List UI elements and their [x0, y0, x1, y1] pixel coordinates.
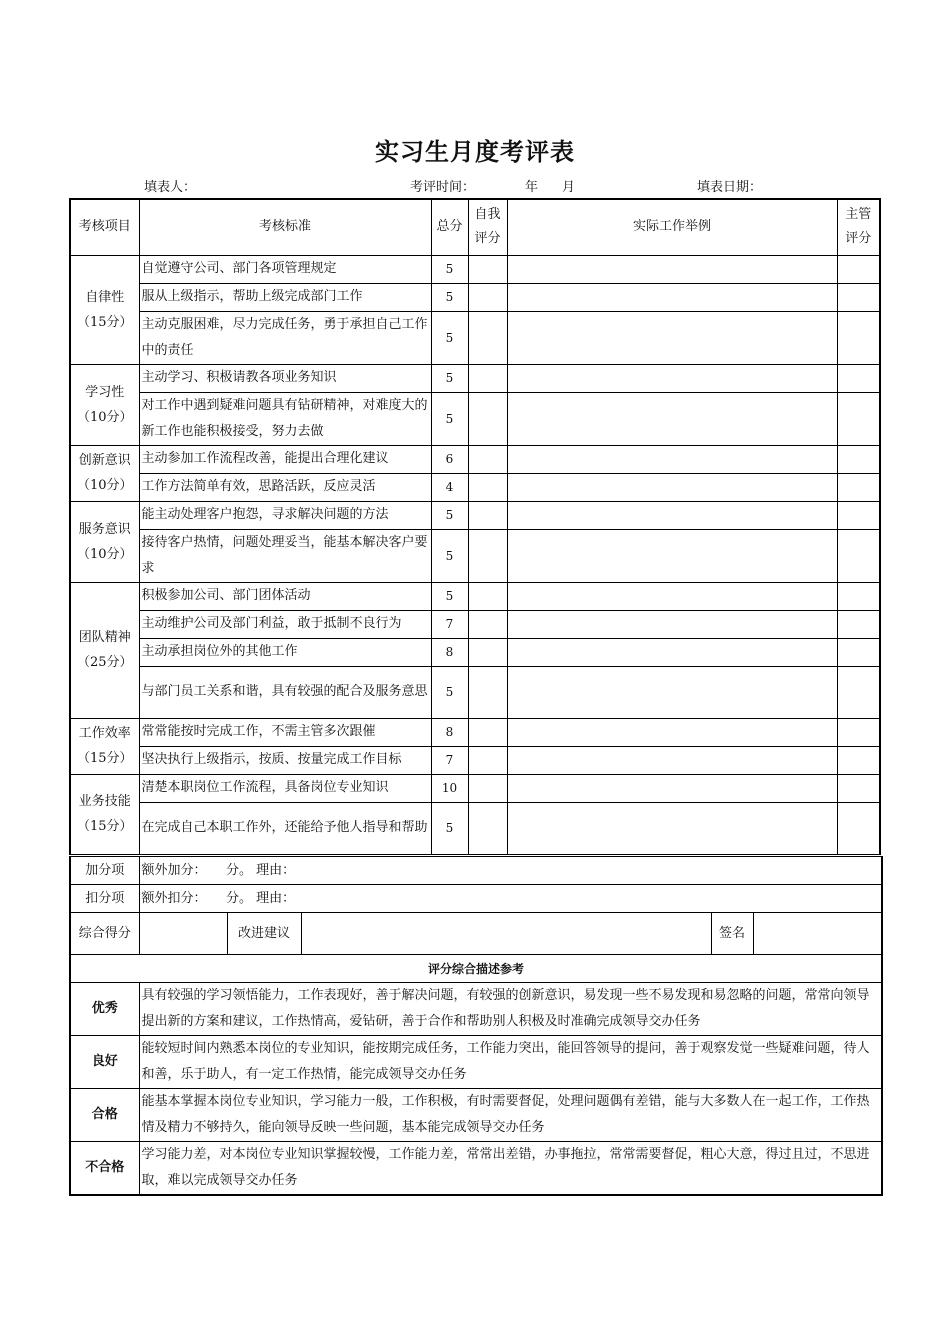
- category-name: 业务技能: [78, 794, 131, 809]
- criteria-row: [70, 445, 880, 473]
- example-field[interactable]: [507, 255, 837, 283]
- example-field[interactable]: [507, 311, 837, 364]
- criteria-row: [70, 473, 880, 501]
- reference-description: 能基本掌握本岗位专业知识，学习能力一般，工作积极，有时需要督促，处理问题偶有差错，能与大多数人在一起工作，工作热情及精力不够持久，能向领导反映一些问题，基本能完成领导交办任务: [139, 1089, 882, 1142]
- criteria-score: 5: [431, 392, 468, 445]
- supervisor-eval-field[interactable]: [837, 610, 880, 638]
- page-title: 实习生月度考评表: [375, 138, 575, 166]
- category-cell: [70, 718, 139, 774]
- criteria-text: 主动参加工作流程改善，能提出合理化建议: [139, 445, 431, 473]
- sign-field[interactable]: [753, 913, 882, 955]
- supervisor-eval-field[interactable]: [837, 529, 880, 582]
- criteria-row: [70, 774, 880, 802]
- criteria-score: 5: [431, 283, 468, 311]
- criteria-row: [70, 638, 880, 666]
- criteria-row: [70, 283, 880, 311]
- category-points: （15分）: [76, 314, 133, 330]
- self-eval-field[interactable]: [468, 255, 507, 283]
- self-eval-field[interactable]: [468, 311, 507, 364]
- criteria-row: [70, 718, 880, 746]
- example-field[interactable]: [507, 666, 837, 718]
- criteria-row: [70, 746, 880, 774]
- criteria-text: 积极参加公司、部门团体活动: [139, 582, 431, 610]
- self-eval-field[interactable]: [468, 283, 507, 311]
- example-field[interactable]: [507, 718, 837, 746]
- advice-label: 改进建议: [227, 913, 301, 955]
- self-eval-field[interactable]: [468, 364, 507, 392]
- header-self-eval-line1: 自我: [474, 207, 501, 223]
- reference-level: 优秀: [70, 983, 139, 1036]
- overall-score-label: 综合得分: [70, 913, 139, 955]
- header-supervisor-eval-line1: 主管: [845, 207, 872, 223]
- reference-level: 不合格: [70, 1142, 139, 1196]
- self-eval-field[interactable]: [468, 718, 507, 746]
- criteria-text: 清楚本职岗位工作流程，具备岗位专业知识: [139, 774, 431, 802]
- criteria-row: [70, 501, 880, 529]
- supervisor-eval-field[interactable]: [837, 445, 880, 473]
- category-points: （15分）: [76, 751, 133, 766]
- header-standard: 考核标准: [139, 199, 431, 255]
- example-field[interactable]: [507, 473, 837, 501]
- criteria-text: 能主动处理客户抱怨，寻求解决问题的方法: [139, 501, 431, 529]
- reference-row: [70, 1036, 882, 1089]
- criteria-row: [70, 529, 880, 582]
- example-field[interactable]: [507, 364, 837, 392]
- supervisor-eval-field[interactable]: [837, 255, 880, 283]
- header-self-eval-line2: 评分: [474, 231, 501, 247]
- category-cell: [70, 255, 139, 364]
- criteria-score: 7: [431, 746, 468, 774]
- supervisor-eval-field[interactable]: [837, 311, 880, 364]
- advice-field[interactable]: [301, 913, 711, 955]
- criteria-score: 8: [431, 638, 468, 666]
- example-field[interactable]: [507, 582, 837, 610]
- reference-heading: 评分综合描述参考: [70, 955, 882, 983]
- supervisor-eval-field[interactable]: [837, 392, 880, 445]
- supervisor-eval-field[interactable]: [837, 746, 880, 774]
- criteria-text: 主动学习、积极请教各项业务知识: [139, 364, 431, 392]
- reference-description: 具有较强的学习领悟能力，工作表现好，善于解决问题，有较强的创新意识，易发现一些不易发现和易忽略的问题，常常向领导提出新的方案和建议，工作热情高，爱钻研，善于合作和帮助别人积极及时准确完成领导交办任务: [139, 983, 882, 1036]
- category-name: 服务意识: [78, 521, 131, 537]
- category-name: 团队精神: [78, 630, 131, 645]
- criteria-row: [70, 364, 880, 392]
- category-name: 创新意识: [78, 453, 131, 468]
- criteria-score: 5: [431, 582, 468, 610]
- filler-label: 填表人：: [144, 180, 197, 195]
- criteria-text: 服从上级指示，帮助上级完成部门工作: [139, 283, 431, 311]
- period-label: 考评时间：: [410, 180, 476, 195]
- criteria-score: 5: [431, 802, 468, 854]
- category-cell: [70, 445, 139, 501]
- reference-row: [70, 1089, 882, 1142]
- self-eval-field[interactable]: [468, 774, 507, 802]
- example-field[interactable]: [507, 445, 837, 473]
- category-name: 工作效率: [78, 726, 131, 741]
- criteria-text: 主动维护公司及部门利益，敢于抵制不良行为: [139, 610, 431, 638]
- criteria-score: 5: [431, 255, 468, 283]
- category-points: （15分）: [76, 819, 133, 834]
- reference-description: 能较短时间内熟悉本岗位的专业知识，能按期完成任务，工作能力突出，能回答领导的提问，善于观察发觉一些疑难问题，待人和善，乐于助人，有一定工作热情，能完成领导交办任务: [139, 1036, 882, 1089]
- deduct-label: 扣分项: [70, 885, 139, 913]
- self-eval-field[interactable]: [468, 638, 507, 666]
- criteria-row: [70, 311, 880, 364]
- criteria-score: 5: [431, 311, 468, 364]
- criteria-score: 4: [431, 473, 468, 501]
- example-field[interactable]: [507, 283, 837, 311]
- category-name: 学习性: [85, 384, 125, 400]
- overall-score-field[interactable]: [139, 913, 227, 955]
- criteria-text: 接待客户热情，问题处理妥当，能基本解决客户要求: [139, 529, 431, 582]
- category-cell: [70, 364, 139, 445]
- reference-row: [70, 1142, 882, 1196]
- category-points: （10分）: [76, 409, 133, 425]
- header-supervisor-eval: [837, 199, 880, 255]
- bonus-label: 加分项: [70, 857, 139, 885]
- sign-label: 签名: [711, 913, 753, 955]
- supervisor-eval-field[interactable]: [837, 364, 880, 392]
- evaluation-table: [69, 198, 881, 855]
- self-eval-field[interactable]: [468, 529, 507, 582]
- supervisor-eval-field[interactable]: [837, 718, 880, 746]
- category-cell: [70, 582, 139, 718]
- criteria-text: 在完成自己本职工作外，还能给予他人指导和帮助: [139, 802, 431, 854]
- criteria-text: 工作方法简单有效，思路活跃，反应灵活: [139, 473, 431, 501]
- self-eval-field[interactable]: [468, 445, 507, 473]
- self-eval-field[interactable]: [468, 610, 507, 638]
- year-label: 年: [525, 180, 539, 195]
- criteria-row: [70, 666, 880, 718]
- criteria-score: 6: [431, 445, 468, 473]
- criteria-text: 自觉遵守公司、部门各项管理规定: [139, 255, 431, 283]
- example-field[interactable]: [507, 638, 837, 666]
- criteria-score: 5: [431, 529, 468, 582]
- overall-table: [69, 912, 883, 955]
- criteria-score: 8: [431, 718, 468, 746]
- category-cell: [70, 501, 139, 582]
- reference-table: [69, 954, 883, 1196]
- header-total: 总分: [431, 199, 468, 255]
- bonus-field[interactable]: 额外加分： 分。 理由：: [139, 857, 882, 885]
- supervisor-eval-field[interactable]: [837, 774, 880, 802]
- criteria-score: 5: [431, 501, 468, 529]
- example-field[interactable]: [507, 501, 837, 529]
- criteria-row: [70, 255, 880, 283]
- header-examples: 实际工作举例: [507, 199, 837, 255]
- criteria-score: 5: [431, 666, 468, 718]
- category-cell: [70, 774, 139, 854]
- self-eval-field[interactable]: [468, 473, 507, 501]
- criteria-row: [70, 392, 880, 445]
- self-eval-field[interactable]: [468, 501, 507, 529]
- reference-row: [70, 983, 882, 1036]
- example-field[interactable]: [507, 774, 837, 802]
- category-name: 自律性: [85, 289, 125, 305]
- criteria-text: 主动克服困难，尽力完成任务，勇于承担自己工作中的责任: [139, 311, 431, 364]
- criteria-row: [70, 802, 880, 854]
- criteria-score: 10: [431, 774, 468, 802]
- header-supervisor-eval-line2: 评分: [845, 231, 872, 247]
- self-eval-field[interactable]: [468, 746, 507, 774]
- supervisor-eval-field[interactable]: [837, 638, 880, 666]
- criteria-score: 5: [431, 364, 468, 392]
- fill-date-label: 填表日期：: [697, 180, 763, 195]
- criteria-text: 对工作中遇到疑难问题具有钻研精神，对难度大的新工作也能积极接受，努力去做: [139, 392, 431, 445]
- criteria-text: 坚决执行上级指示，按质、按量完成工作目标: [139, 746, 431, 774]
- self-eval-field[interactable]: [468, 666, 507, 718]
- month-label: 月: [562, 180, 576, 195]
- category-points: （10分）: [76, 546, 133, 562]
- deduct-field[interactable]: 额外扣分： 分。 理由：: [139, 885, 882, 913]
- supervisor-eval-field[interactable]: [837, 802, 880, 854]
- category-points: （10分）: [76, 478, 133, 493]
- criteria-row: [70, 582, 880, 610]
- criteria-score: 7: [431, 610, 468, 638]
- self-eval-field[interactable]: [468, 392, 507, 445]
- criteria-text: 主动承担岗位外的其他工作: [139, 638, 431, 666]
- criteria-row: [70, 610, 880, 638]
- criteria-text: 与部门员工关系和谐，具有较强的配合及服务意思: [139, 666, 431, 718]
- self-eval-field[interactable]: [468, 802, 507, 854]
- example-field[interactable]: [507, 802, 837, 854]
- supervisor-eval-field[interactable]: [837, 582, 880, 610]
- reference-level: 良好: [70, 1036, 139, 1089]
- adjustment-table: [69, 856, 883, 913]
- example-field[interactable]: [507, 529, 837, 582]
- supervisor-eval-field[interactable]: [837, 501, 880, 529]
- self-eval-field[interactable]: [468, 582, 507, 610]
- header-self-eval: [468, 199, 507, 255]
- reference-description: 学习能力差，对本岗位专业知识掌握较慢，工作能力差，常常出差错，办事拖拉，常常需要督促，粗心大意，得过且过，不思进取，难以完成领导交办任务: [139, 1142, 882, 1196]
- example-field[interactable]: [507, 610, 837, 638]
- category-points: （25分）: [76, 655, 133, 670]
- example-field[interactable]: [507, 746, 837, 774]
- supervisor-eval-field[interactable]: [837, 283, 880, 311]
- header-item: 考核项目: [70, 199, 139, 255]
- criteria-text: 常常能按时完成工作，不需主管多次跟催: [139, 718, 431, 746]
- supervisor-eval-field[interactable]: [837, 473, 880, 501]
- reference-level: 合格: [70, 1089, 139, 1142]
- example-field[interactable]: [507, 392, 837, 445]
- supervisor-eval-field[interactable]: [837, 666, 880, 718]
